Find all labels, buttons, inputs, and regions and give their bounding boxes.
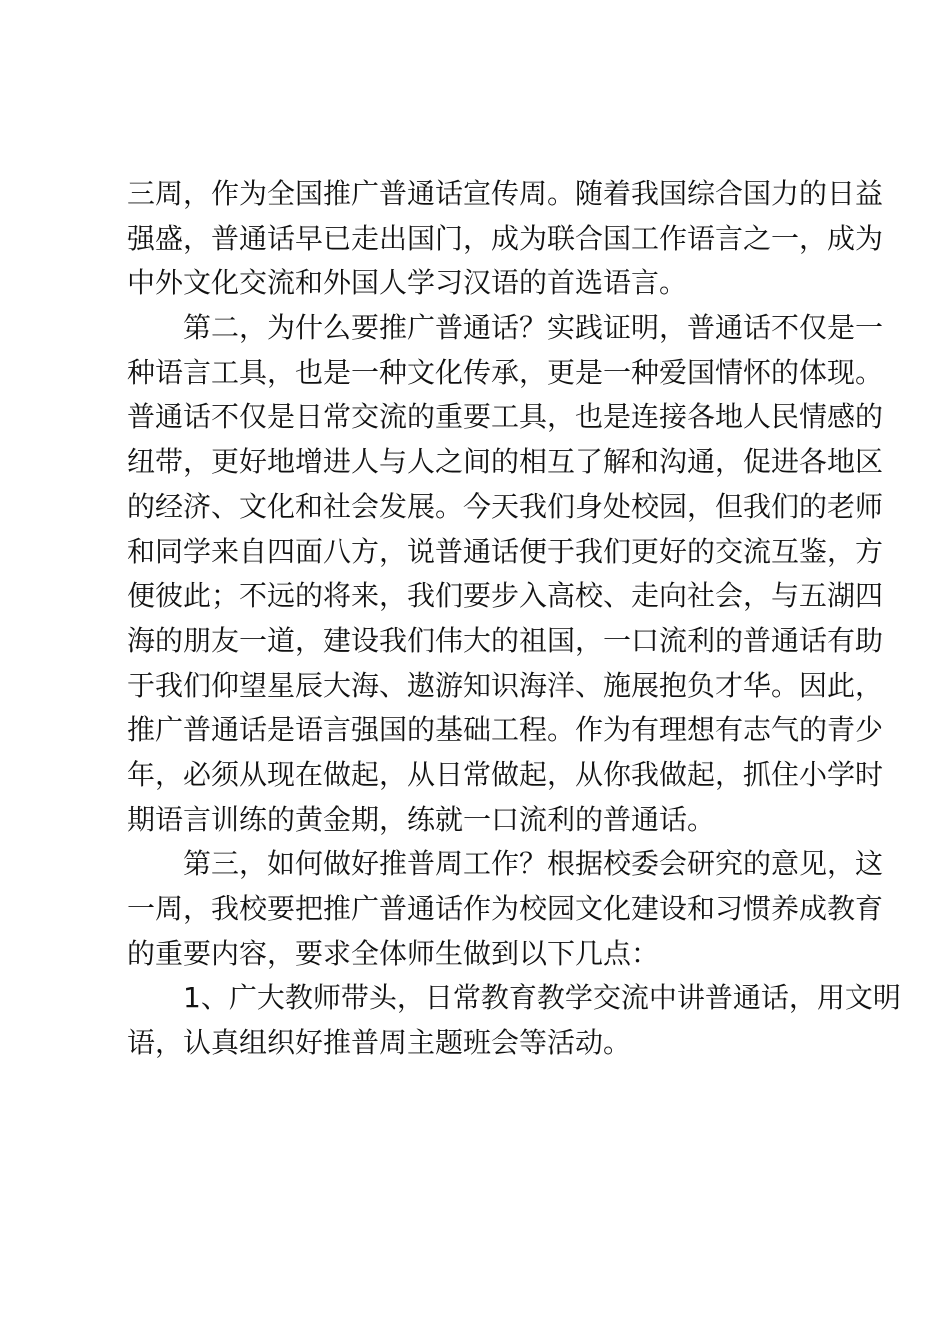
- text-line: 于我们仰望星辰大海、遨游知识海洋、施展抱负才华。因此，: [127, 668, 884, 702]
- text-line: 便彼此；不远的将来，我们要步入高校、走向社会，与五湖四: [127, 579, 884, 613]
- text-line: 语，认真组织好推普周主题班会等活动。: [127, 1026, 632, 1060]
- text-line: 一周，我校要把推广普通话作为校园文化建设和习惯养成教育: [127, 892, 884, 925]
- text-line: 强盛，普通话早已走出国门，成为联合国工作语言之一，成为: [127, 221, 884, 255]
- text-line: 普通话不仅是日常交流的重要工具，也是连接各地人民情感的: [127, 400, 884, 434]
- paragraph-start-line: 第二，为什么要推广普通话？实践证明，普通话不仅是一: [183, 311, 884, 345]
- text-line: 推广普通话是语言强国的基础工程。作为有理想有志气的青少: [127, 713, 884, 747]
- paragraph-start-line: 1、广大教师带头，日常教育教学交流中讲普通话，用文明: [183, 981, 901, 1015]
- text-line: 年，必须从现在做起，从日常做起，从你我做起，抓住小学时: [127, 757, 884, 791]
- text-line: 的经济、文化和社会发展。今天我们身处校园，但我们的老师: [127, 489, 884, 523]
- text-line: 期语言训练的黄金期，练就一口流利的普通话。: [127, 802, 716, 836]
- text-line: 中外文化交流和外国人学习汉语的首选语言。: [127, 266, 688, 300]
- text-line: 三周，作为全国推广普通话宣传周。随着我国综合国力的日益: [127, 177, 884, 210]
- text-line: 种语言工具，也是一种文化传承，更是一种爱国情怀的体现。: [127, 355, 884, 389]
- text-line: 海的朋友一道，建设我们伟大的祖国，一口流利的普通话有助: [127, 623, 884, 657]
- text-line: 的重要内容，要求全体师生做到以下几点：: [127, 936, 660, 970]
- paragraph-start-line: 第三，如何做好推普周工作？根据校委会研究的意见，这: [183, 847, 884, 881]
- body-text: [127, 172, 901, 1066]
- text-line: 和同学来自四面八方，说普通话便于我们更好的交流互鉴，方: [127, 534, 884, 568]
- text-line: 纽带，更好地增进人与人之间的相互了解和沟通，促进各地区: [127, 445, 884, 479]
